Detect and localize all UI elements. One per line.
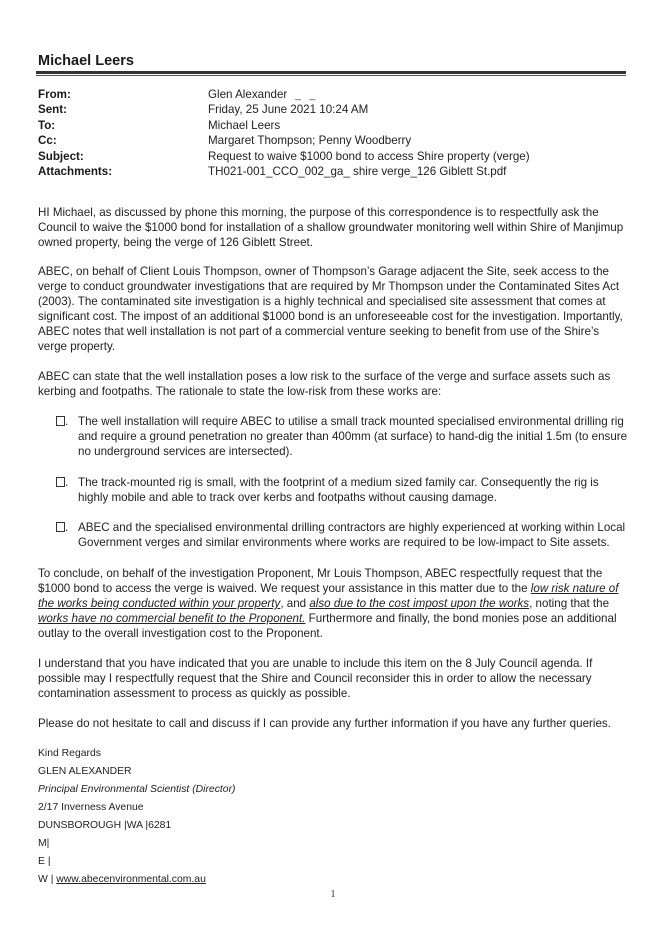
subject-value: Request to waive $1000 bond to access Shire property (verge) xyxy=(208,149,530,163)
header-row-subject xyxy=(38,149,530,164)
bullet-text: ABEC and the specialised environmental drilling contractors are highly experienced at working within Local Government verges and similar environments where works are required to be low-impact to Site assets. xyxy=(78,521,626,549)
paragraph-closing: Please do not hesitate to call and discuss if I can provide any further information if you have any further queries. xyxy=(38,717,611,730)
redaction-marks: _ _ xyxy=(295,90,319,101)
header-row-attachments xyxy=(38,164,530,179)
conclusion-text: Furthermore and finally, the bond monies pose an additional outlay to the overall investigation cost to the Proponent. xyxy=(38,612,617,640)
conclusion-text: , noting that the xyxy=(529,597,610,610)
signature-web xyxy=(38,871,236,889)
header-row-sent xyxy=(38,102,530,117)
paragraph-conclusion xyxy=(38,566,630,641)
paragraph-intro: HI Michael, as discussed by phone this morning, the purpose of this correspondence is to respectfully ask the Council to waive the $1000 bond for installation of a shallow groundwater monitoring well within Shire of Manjimup owned property, being the verge of 126 Giblett Street. xyxy=(38,206,624,249)
header-row-to xyxy=(38,118,530,133)
checkbox-icon xyxy=(56,522,65,532)
sent-value: Friday, 25 June 2021 10:24 AM xyxy=(208,103,369,117)
checkbox-bullet xyxy=(56,414,78,429)
header-divider-thin xyxy=(36,75,626,76)
emphasis-no-commercial-benefit: works have no commercial benefit to the Proponent. xyxy=(38,612,306,625)
checkbox-bullet xyxy=(56,520,78,535)
bullet-text: The well installation will require ABEC to utilise a small track mounted specialised environmental drilling rig and require a ground penetration no greater than 400mm (at surface) to hand-dig the initial 1.5m (to ensure no underground services are intersected). xyxy=(78,415,628,458)
checkbox-icon xyxy=(56,477,65,487)
signature-address-line1: 2/17 Inverness Avenue xyxy=(38,802,144,813)
paragraph-agenda: I understand that you have indicated that you are unable to include this item on the 8 July Council agenda. If possible may I respectfully request that the Shire and Council reconsider this in order to allow the necessary contamination assessment to process as quickly as possible. xyxy=(38,657,593,700)
conclusion-text: , and xyxy=(280,597,310,610)
signature-address-line2: DUNSBOROUGH |WA |6281 xyxy=(38,820,172,831)
checkbox-icon xyxy=(56,416,65,426)
mailbox-owner-name: Michael Leers xyxy=(38,53,134,69)
from-name: Glen Alexander xyxy=(208,88,288,101)
sent-label: Sent: xyxy=(38,103,67,117)
signature-closing: Kind Regards xyxy=(38,748,101,759)
signature-block xyxy=(38,745,236,889)
attachment-filename: TH021-001_CCO_002_ga_ shire verge_126 Giblett St.pdf xyxy=(208,164,507,178)
bullet-suffix: . xyxy=(65,415,69,428)
cc-value: Margaret Thompson; Penny Woodberry xyxy=(208,134,412,148)
to-value: Michael Leers xyxy=(208,118,281,132)
website-link[interactable]: www.abecenvironmental.com.au xyxy=(56,874,206,885)
email-header xyxy=(38,87,530,179)
paragraph-context: ABEC, on behalf of Client Louis Thompson, owner of Thompson’s Garage adjacent the Site, seek access to the verge to conduct groundwater investigations that are required by Mr Thompson under the Contaminated Sites Act (2003). The contaminated site investigation is a highly technical and specialised site assessment that comes at significant cost. The impost of an additional $1000 bond is an unforeseeable cost for the investigation. Importantly, ABEC notes that well installation is not part of a commercial venture seeking to benefit from use of the Shire’s verge property. xyxy=(38,265,623,353)
paragraph-risk: ABEC can state that the well installation poses a low risk to the surface of the verge and surface assets such as kerbing and footpaths. The rationale to state the low-risk from these works are: xyxy=(38,370,611,398)
web-prefix: W | xyxy=(38,874,57,885)
signature-mobile: M| xyxy=(38,838,50,849)
bullet-suffix: . xyxy=(65,476,69,489)
bullet-suffix: . xyxy=(65,521,69,534)
header-row-from xyxy=(38,87,530,102)
signature-email: E | xyxy=(38,856,51,867)
checkbox-bullet xyxy=(56,475,78,490)
page-number: 1 xyxy=(330,889,336,900)
subject-label: Subject: xyxy=(38,149,84,163)
from-value xyxy=(208,87,318,102)
attachments-label: Attachments: xyxy=(38,164,113,178)
signature-title: Principal Environmental Scientist (Director) xyxy=(38,784,236,795)
to-label: To: xyxy=(38,118,56,132)
signature-name: GLEN ALEXANDER xyxy=(38,766,132,777)
from-label: From: xyxy=(38,88,71,101)
emphasis-low-risk: low risk nature of the works being conducted within your property xyxy=(38,582,619,610)
header-row-cc xyxy=(38,133,530,148)
emphasis-cost-impost: also due to the cost impost upon the works xyxy=(309,597,530,610)
bullet-text: The track-mounted rig is small, with the footprint of a medium sized family car. Consequently the rig is highly mobile and able to track over kerbs and footpaths without causing damage. xyxy=(78,476,599,504)
conclusion-text: To conclude, on behalf of the investigation Proponent, Mr Louis Thompson, ABEC respectfully request that the $1000 bond to access the verge is waived. We request your assistance in this matter due to the xyxy=(38,567,603,595)
header-divider xyxy=(36,71,626,74)
cc-label: Cc: xyxy=(38,134,57,148)
